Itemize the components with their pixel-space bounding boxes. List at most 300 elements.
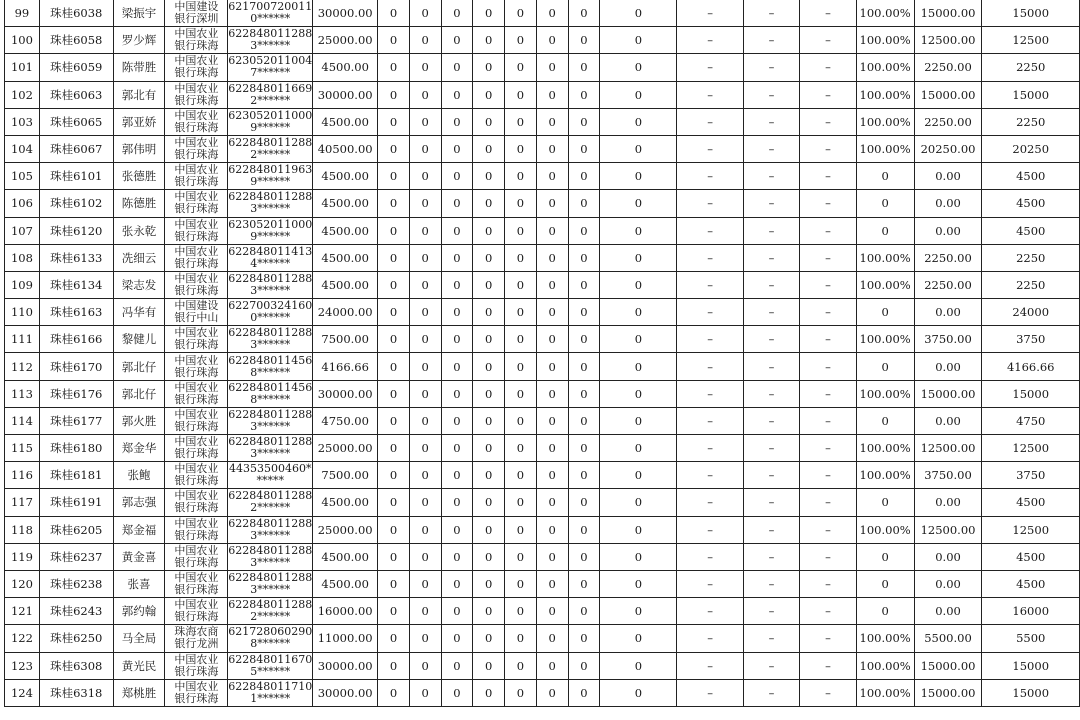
row-number-cell: 106 xyxy=(5,190,40,217)
final-amount-cell: 4500 xyxy=(982,217,1080,244)
account-code-cell: 珠桂6166 xyxy=(39,326,113,353)
card-number-cell-line-1: 621728060290 xyxy=(228,625,313,639)
zero-value-cell: 0 xyxy=(409,135,441,162)
zero-value-cell: 0 xyxy=(441,135,473,162)
amount-cell: 40500.00 xyxy=(313,135,378,162)
zero-value-cell: 0 xyxy=(536,54,568,81)
zero-value-cell: 0 xyxy=(378,598,410,625)
zero-value-cell: 0 xyxy=(441,217,473,244)
zero-value-cell: 0 xyxy=(409,652,441,679)
rate-cell: 100.00% xyxy=(856,435,914,462)
zero-value-cell: 0 xyxy=(378,380,410,407)
zero-value-cell: 0 xyxy=(441,462,473,489)
card-number-cell-line-1: 623052011000 xyxy=(228,108,313,122)
row-number-cell: 121 xyxy=(5,598,40,625)
payable-cell: 20250.00 xyxy=(914,135,982,162)
rate-cell: 100.00% xyxy=(856,271,914,298)
zero-value-cell: 0 xyxy=(378,217,410,244)
zero-value-cell: 0 xyxy=(378,135,410,162)
person-name-cell: 郭亚娇 xyxy=(113,108,165,135)
dash-cell: – xyxy=(677,217,743,244)
card-number-cell xyxy=(228,27,313,54)
dash-cell: – xyxy=(743,570,799,597)
final-amount-cell: 12500 xyxy=(982,27,1080,54)
card-number-cell xyxy=(228,135,313,162)
zero-value-cell: 0 xyxy=(505,598,537,625)
zero-value-cell: 0 xyxy=(505,299,537,326)
zero-value-cell: 0 xyxy=(378,462,410,489)
dash-cell: – xyxy=(800,217,856,244)
zero-value-cell: 0 xyxy=(568,244,600,271)
bank-name-cell xyxy=(165,598,228,625)
table-row xyxy=(5,543,1080,570)
table-row xyxy=(5,217,1080,244)
card-number-cell-line-1: 622848011288 xyxy=(228,190,313,204)
dash-cell: – xyxy=(743,516,799,543)
bank-name-cell-line-2: 银行珠海 xyxy=(174,256,219,270)
bank-name-cell xyxy=(165,679,228,706)
payable-cell: 0.00 xyxy=(914,489,982,516)
card-number-cell-line-2: 9****** xyxy=(250,120,291,134)
zero-value-cell: 0 xyxy=(378,163,410,190)
bank-name-cell-line-2: 银行珠海 xyxy=(174,392,219,406)
card-number-cell-line-2: 9****** xyxy=(250,229,291,243)
account-code-cell: 珠桂6177 xyxy=(39,407,113,434)
dash-cell: – xyxy=(677,435,743,462)
person-name-cell: 马全局 xyxy=(113,625,165,652)
card-number-cell-line-2: 3****** xyxy=(250,283,291,297)
amount-cell: 16000.00 xyxy=(313,598,378,625)
zero-value-cell: 0 xyxy=(568,163,600,190)
zero-value-cell: 0 xyxy=(378,543,410,570)
bank-name-cell-line-1: 中国农业 xyxy=(174,353,219,367)
zero-value-cell: 0 xyxy=(409,81,441,108)
dash-cell: – xyxy=(743,326,799,353)
zero-value-cell: 0 xyxy=(600,353,677,380)
payable-cell: 15000.00 xyxy=(914,380,982,407)
dash-cell: – xyxy=(677,652,743,679)
zero-value-cell: 0 xyxy=(505,543,537,570)
card-number-cell-line-2: 0****** xyxy=(250,12,291,26)
bank-name-cell xyxy=(165,27,228,54)
zero-value-cell: 0 xyxy=(378,625,410,652)
card-number-cell-line-1: 622848011670 xyxy=(228,652,313,666)
final-amount-cell: 20250 xyxy=(982,135,1080,162)
amount-cell: 25000.00 xyxy=(313,435,378,462)
table-row xyxy=(5,81,1080,108)
dash-cell: – xyxy=(677,380,743,407)
dash-cell: – xyxy=(743,135,799,162)
zero-value-cell: 0 xyxy=(473,0,505,27)
account-code-cell: 珠桂6308 xyxy=(39,652,113,679)
zero-value-cell: 0 xyxy=(600,516,677,543)
zero-value-cell: 0 xyxy=(568,516,600,543)
account-code-cell: 珠桂6318 xyxy=(39,679,113,706)
zero-value-cell: 0 xyxy=(568,407,600,434)
card-number-cell-line-2: 0****** xyxy=(250,311,291,325)
bank-name-cell xyxy=(165,435,228,462)
rate-cell: 0 xyxy=(856,217,914,244)
bank-name-cell-line-1: 中国农业 xyxy=(174,489,219,503)
card-number-cell xyxy=(228,54,313,81)
final-amount-cell: 12500 xyxy=(982,435,1080,462)
bank-name-cell-line-2: 银行珠海 xyxy=(174,691,219,705)
zero-value-cell: 0 xyxy=(600,244,677,271)
card-number-cell-line-1: 622848011288 xyxy=(228,326,313,340)
dash-cell: – xyxy=(800,516,856,543)
zero-value-cell: 0 xyxy=(536,163,568,190)
zero-value-cell: 0 xyxy=(378,54,410,81)
dash-cell: – xyxy=(743,380,799,407)
zero-value-cell: 0 xyxy=(568,326,600,353)
account-code-cell: 珠桂6059 xyxy=(39,54,113,81)
card-number-cell-line-2: 2****** xyxy=(250,501,291,515)
account-code-cell: 珠桂6063 xyxy=(39,81,113,108)
zero-value-cell: 0 xyxy=(441,489,473,516)
payable-cell: 12500.00 xyxy=(914,27,982,54)
zero-value-cell: 0 xyxy=(505,652,537,679)
table-row xyxy=(5,271,1080,298)
zero-value-cell: 0 xyxy=(568,135,600,162)
table-row xyxy=(5,652,1080,679)
dash-cell: – xyxy=(743,353,799,380)
zero-value-cell: 0 xyxy=(378,108,410,135)
final-amount-cell: 4500 xyxy=(982,489,1080,516)
zero-value-cell: 0 xyxy=(441,27,473,54)
card-number-cell-line-2: 9****** xyxy=(250,175,291,189)
zero-value-cell: 0 xyxy=(378,81,410,108)
zero-value-cell: 0 xyxy=(473,679,505,706)
bank-name-cell-line-1: 中国农业 xyxy=(174,543,219,557)
dash-cell: – xyxy=(677,489,743,516)
bank-name-cell-line-2: 银行龙洲 xyxy=(174,637,219,651)
zero-value-cell: 0 xyxy=(378,489,410,516)
zero-value-cell: 0 xyxy=(409,489,441,516)
bank-name-cell xyxy=(165,543,228,570)
row-number-cell: 115 xyxy=(5,435,40,462)
card-number-cell-line-1: 622848011288 xyxy=(228,543,313,557)
bank-name-cell xyxy=(165,271,228,298)
zero-value-cell: 0 xyxy=(473,108,505,135)
zero-value-cell: 0 xyxy=(441,271,473,298)
zero-value-cell: 0 xyxy=(473,489,505,516)
amount-cell: 24000.00 xyxy=(313,299,378,326)
bank-name-cell-line-2: 银行珠海 xyxy=(174,419,219,433)
zero-value-cell: 0 xyxy=(536,299,568,326)
dash-cell: – xyxy=(743,244,799,271)
dash-cell: – xyxy=(677,299,743,326)
dash-cell: – xyxy=(743,598,799,625)
rate-cell: 100.00% xyxy=(856,516,914,543)
zero-value-cell: 0 xyxy=(536,625,568,652)
zero-value-cell: 0 xyxy=(600,598,677,625)
bank-name-cell-line-1: 中国农业 xyxy=(174,217,219,231)
row-number-cell: 109 xyxy=(5,271,40,298)
card-number-cell-line-1: 622848011288 xyxy=(228,271,313,285)
card-number-cell-line-1: 622848011288 xyxy=(228,27,313,41)
final-amount-cell: 15000 xyxy=(982,81,1080,108)
dash-cell: – xyxy=(743,625,799,652)
card-number-cell-line-1: 622848011288 xyxy=(228,136,313,150)
dash-cell: – xyxy=(677,516,743,543)
amount-cell: 4500.00 xyxy=(313,108,378,135)
rate-cell: 100.00% xyxy=(856,462,914,489)
amount-cell: 30000.00 xyxy=(313,679,378,706)
dash-cell: – xyxy=(743,679,799,706)
zero-value-cell: 0 xyxy=(409,598,441,625)
zero-value-cell: 0 xyxy=(568,679,600,706)
row-number-cell: 119 xyxy=(5,543,40,570)
payable-cell: 15000.00 xyxy=(914,0,982,27)
account-code-cell: 珠桂6238 xyxy=(39,570,113,597)
bank-name-cell-line-2: 银行珠海 xyxy=(174,501,219,515)
table-row xyxy=(5,570,1080,597)
zero-value-cell: 0 xyxy=(568,489,600,516)
amount-cell: 7500.00 xyxy=(313,462,378,489)
final-amount-cell: 2250 xyxy=(982,54,1080,81)
dash-cell: – xyxy=(743,299,799,326)
card-number-cell xyxy=(228,489,313,516)
card-number-cell-line-2: 3****** xyxy=(250,419,291,433)
zero-value-cell: 0 xyxy=(441,543,473,570)
bank-name-cell xyxy=(165,217,228,244)
bank-name-cell-line-2: 银行珠海 xyxy=(174,283,219,297)
bank-name-cell-line-1: 中国农业 xyxy=(174,136,219,150)
bank-name-cell-line-2: 银行珠海 xyxy=(174,93,219,107)
person-name-cell: 郭北仔 xyxy=(113,353,165,380)
bank-name-cell-line-1: 中国农业 xyxy=(174,163,219,177)
bank-name-cell xyxy=(165,652,228,679)
card-number-cell-line-1: 622848011288 xyxy=(228,489,313,503)
table-row xyxy=(5,435,1080,462)
zero-value-cell: 0 xyxy=(536,489,568,516)
final-amount-cell: 4500 xyxy=(982,543,1080,570)
card-number-cell-line-1: 622848011413 xyxy=(228,244,313,258)
amount-cell: 25000.00 xyxy=(313,27,378,54)
card-number-cell xyxy=(228,462,313,489)
zero-value-cell: 0 xyxy=(409,326,441,353)
bank-name-cell xyxy=(165,407,228,434)
rate-cell: 0 xyxy=(856,190,914,217)
zero-value-cell: 0 xyxy=(600,81,677,108)
zero-value-cell: 0 xyxy=(409,54,441,81)
zero-value-cell: 0 xyxy=(536,380,568,407)
bank-name-cell-line-1: 中国建设 xyxy=(174,0,219,14)
rate-cell: 100.00% xyxy=(856,679,914,706)
zero-value-cell: 0 xyxy=(568,435,600,462)
payable-cell: 0.00 xyxy=(914,163,982,190)
zero-value-cell: 0 xyxy=(505,81,537,108)
card-number-cell xyxy=(228,598,313,625)
rate-cell: 100.00% xyxy=(856,54,914,81)
payable-cell: 0.00 xyxy=(914,217,982,244)
person-name-cell: 郑金福 xyxy=(113,516,165,543)
amount-cell: 4500.00 xyxy=(313,271,378,298)
dash-cell: – xyxy=(800,81,856,108)
zero-value-cell: 0 xyxy=(568,625,600,652)
table-row xyxy=(5,407,1080,434)
dash-cell: – xyxy=(800,652,856,679)
zero-value-cell: 0 xyxy=(505,570,537,597)
dash-cell: – xyxy=(677,54,743,81)
amount-cell: 30000.00 xyxy=(313,652,378,679)
person-name-cell: 梁振宇 xyxy=(113,0,165,27)
bank-name-cell-line-1: 中国农业 xyxy=(174,271,219,285)
table-row xyxy=(5,190,1080,217)
dash-cell: – xyxy=(677,81,743,108)
dash-cell: – xyxy=(800,543,856,570)
zero-value-cell: 0 xyxy=(536,27,568,54)
dash-cell: – xyxy=(743,190,799,217)
card-number-cell xyxy=(228,163,313,190)
bank-name-cell-line-1: 中国农业 xyxy=(174,108,219,122)
final-amount-cell: 3750 xyxy=(982,462,1080,489)
final-amount-cell: 4166.66 xyxy=(982,353,1080,380)
zero-value-cell: 0 xyxy=(600,570,677,597)
bank-name-cell-line-2: 银行珠海 xyxy=(174,528,219,542)
rate-cell: 0 xyxy=(856,163,914,190)
row-number-cell: 122 xyxy=(5,625,40,652)
zero-value-cell: 0 xyxy=(473,163,505,190)
zero-value-cell: 0 xyxy=(568,190,600,217)
bank-name-cell-line-2: 银行深圳 xyxy=(174,12,219,26)
card-number-cell-line-1: 622848011288 xyxy=(228,598,313,612)
zero-value-cell: 0 xyxy=(505,625,537,652)
zero-value-cell: 0 xyxy=(441,652,473,679)
final-amount-cell: 2250 xyxy=(982,244,1080,271)
row-number-cell: 111 xyxy=(5,326,40,353)
zero-value-cell: 0 xyxy=(505,326,537,353)
zero-value-cell: 0 xyxy=(505,0,537,27)
dash-cell: – xyxy=(800,380,856,407)
zero-value-cell: 0 xyxy=(378,271,410,298)
zero-value-cell: 0 xyxy=(378,516,410,543)
zero-value-cell: 0 xyxy=(378,299,410,326)
dash-cell: – xyxy=(743,435,799,462)
zero-value-cell: 0 xyxy=(473,271,505,298)
final-amount-cell: 16000 xyxy=(982,598,1080,625)
zero-value-cell: 0 xyxy=(409,27,441,54)
zero-value-cell: 0 xyxy=(409,190,441,217)
bank-name-cell xyxy=(165,462,228,489)
zero-value-cell: 0 xyxy=(473,652,505,679)
zero-value-cell: 0 xyxy=(505,435,537,462)
amount-cell: 11000.00 xyxy=(313,625,378,652)
rate-cell: 100.00% xyxy=(856,652,914,679)
person-name-cell: 梁志发 xyxy=(113,271,165,298)
zero-value-cell: 0 xyxy=(441,679,473,706)
account-code-cell: 珠桂6243 xyxy=(39,598,113,625)
person-name-cell: 张喜 xyxy=(113,570,165,597)
row-number-cell: 116 xyxy=(5,462,40,489)
zero-value-cell: 0 xyxy=(409,543,441,570)
bank-name-cell-line-2: 银行珠海 xyxy=(174,229,219,243)
person-name-cell: 张永乾 xyxy=(113,217,165,244)
payable-cell: 0.00 xyxy=(914,353,982,380)
zero-value-cell: 0 xyxy=(441,407,473,434)
bank-name-cell xyxy=(165,516,228,543)
dash-cell: – xyxy=(677,353,743,380)
payable-cell: 0.00 xyxy=(914,598,982,625)
bank-name-cell-line-1: 中国农业 xyxy=(174,190,219,204)
card-number-cell-line-1: 622848011669 xyxy=(228,81,313,95)
amount-cell: 25000.00 xyxy=(313,516,378,543)
table-row xyxy=(5,299,1080,326)
amount-cell: 30000.00 xyxy=(313,81,378,108)
table-row xyxy=(5,108,1080,135)
row-number-cell: 107 xyxy=(5,217,40,244)
payable-cell: 0.00 xyxy=(914,299,982,326)
zero-value-cell: 0 xyxy=(473,326,505,353)
final-amount-cell: 4500 xyxy=(982,190,1080,217)
zero-value-cell: 0 xyxy=(378,27,410,54)
card-number-cell-line-2: 3****** xyxy=(250,447,291,461)
rate-cell: 100.00% xyxy=(856,81,914,108)
zero-value-cell: 0 xyxy=(600,108,677,135)
zero-value-cell: 0 xyxy=(505,108,537,135)
card-number-cell-line-1: 622700324160 xyxy=(228,299,313,313)
zero-value-cell: 0 xyxy=(473,353,505,380)
card-number-cell-line-2: 3****** xyxy=(250,338,291,352)
zero-value-cell: 0 xyxy=(505,489,537,516)
zero-value-cell: 0 xyxy=(441,598,473,625)
zero-value-cell: 0 xyxy=(473,299,505,326)
card-number-cell-line-2: 3****** xyxy=(250,39,291,53)
dash-cell: – xyxy=(800,135,856,162)
bank-name-cell xyxy=(165,0,228,27)
account-code-cell: 珠桂6067 xyxy=(39,135,113,162)
person-name-cell: 黄光民 xyxy=(113,652,165,679)
zero-value-cell: 0 xyxy=(409,299,441,326)
amount-cell: 4166.66 xyxy=(313,353,378,380)
rate-cell: 100.00% xyxy=(856,0,914,27)
card-number-cell xyxy=(228,516,313,543)
card-number-cell-line-1: 622848011288 xyxy=(228,435,313,449)
amount-cell: 4500.00 xyxy=(313,217,378,244)
bank-name-cell-line-2: 银行珠海 xyxy=(174,365,219,379)
person-name-cell: 郭北有 xyxy=(113,81,165,108)
card-number-cell-line-1: 622848011963 xyxy=(228,163,313,177)
payable-cell: 2250.00 xyxy=(914,271,982,298)
row-number-cell: 114 xyxy=(5,407,40,434)
zero-value-cell: 0 xyxy=(409,108,441,135)
bank-name-cell-line-1: 中国农业 xyxy=(174,462,219,476)
zero-value-cell: 0 xyxy=(600,163,677,190)
bank-name-cell-line-2: 银行珠海 xyxy=(174,39,219,53)
card-number-cell-line-2: 4****** xyxy=(250,256,291,270)
card-number-cell-line-1: 623052011004 xyxy=(228,54,313,68)
dash-cell: – xyxy=(800,0,856,27)
bank-name-cell xyxy=(165,108,228,135)
dash-cell: – xyxy=(743,54,799,81)
row-number-cell: 110 xyxy=(5,299,40,326)
account-code-cell: 珠桂6205 xyxy=(39,516,113,543)
person-name-cell: 冼细云 xyxy=(113,244,165,271)
dash-cell: – xyxy=(743,652,799,679)
zero-value-cell: 0 xyxy=(409,516,441,543)
zero-value-cell: 0 xyxy=(441,299,473,326)
final-amount-cell: 3750 xyxy=(982,326,1080,353)
zero-value-cell: 0 xyxy=(536,135,568,162)
zero-value-cell: 0 xyxy=(536,271,568,298)
zero-value-cell: 0 xyxy=(473,625,505,652)
dash-cell: – xyxy=(677,244,743,271)
card-number-cell xyxy=(228,190,313,217)
table-row xyxy=(5,598,1080,625)
zero-value-cell: 0 xyxy=(473,217,505,244)
zero-value-cell: 0 xyxy=(505,190,537,217)
zero-value-cell: 0 xyxy=(378,326,410,353)
